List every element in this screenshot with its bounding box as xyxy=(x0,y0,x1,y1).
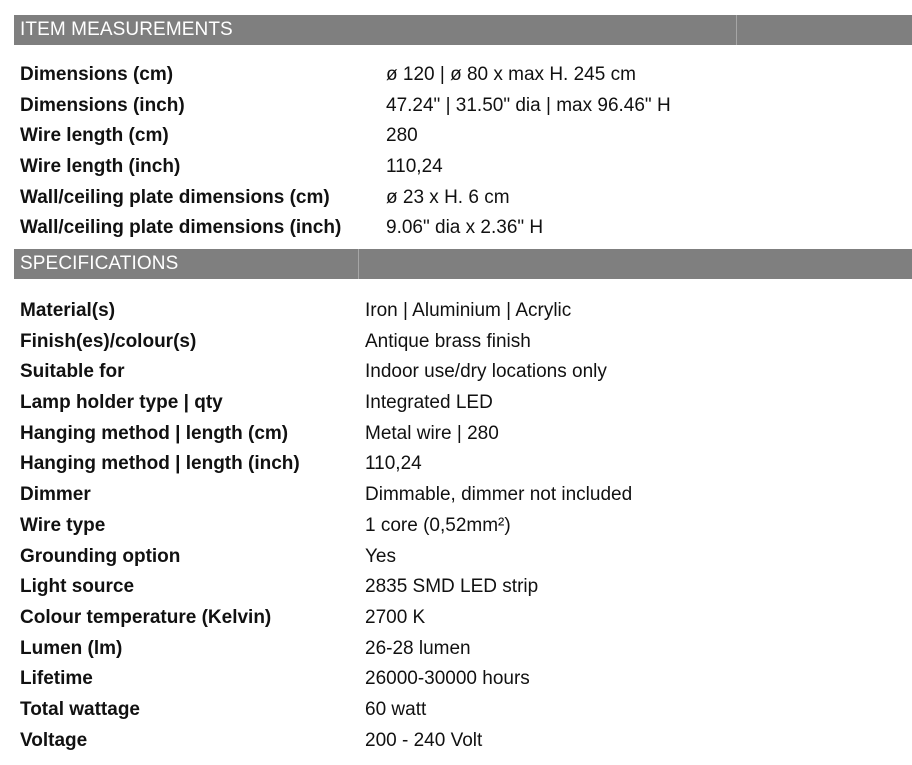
row-label: Colour temperature (Kelvin) xyxy=(20,606,272,628)
specifications-title: SPECIFICATIONS xyxy=(20,253,179,274)
row-value: Antique brass finish xyxy=(365,330,531,352)
row-value: Iron | Aluminium | Acrylic xyxy=(365,300,572,321)
header-divider xyxy=(736,15,737,45)
row-value: 110,24 xyxy=(386,156,443,178)
row-value: Dimmable, dimmer not included xyxy=(365,484,633,506)
row-value: Metal wire | 280 xyxy=(365,422,499,444)
row-label: Grounding option xyxy=(20,545,181,567)
row-label: Lumen (lm) xyxy=(20,637,123,659)
item-measurements-header xyxy=(14,15,912,45)
row-value: 200 - 240 Volt xyxy=(365,729,483,751)
header-divider xyxy=(358,249,359,279)
row-label: Suitable for xyxy=(20,361,125,383)
row-value: 2700 K xyxy=(365,606,426,628)
row-value: 1 core (0,52mm²) xyxy=(365,514,511,536)
row-value: 60 watt xyxy=(365,698,427,720)
row-value: 26-28 lumen xyxy=(365,637,471,659)
row-label: Material(s) xyxy=(20,300,116,321)
row-label: Lifetime xyxy=(20,668,93,690)
row-label: Wire length (cm) xyxy=(20,125,169,147)
row-value: Indoor use/dry locations only xyxy=(365,361,607,383)
row-label: Wire length (inch) xyxy=(20,156,181,178)
row-label: Dimensions (cm) xyxy=(20,64,174,85)
row-label: Wall/ceiling plate dimensions (inch) xyxy=(20,217,342,239)
row-value: ø 120 | ø 80 x max H. 245 cm xyxy=(386,64,636,85)
row-label: Hanging method | length (cm) xyxy=(20,422,289,444)
row-label: Finish(es)/colour(s) xyxy=(20,330,197,352)
row-value: Integrated LED xyxy=(365,392,493,414)
row-label: Wall/ceiling plate dimensions (cm) xyxy=(20,186,330,208)
row-label: Voltage xyxy=(20,729,88,751)
row-value: 26000-30000 hours xyxy=(365,668,530,690)
row-value: 280 xyxy=(386,125,418,147)
item-measurements-title: ITEM MEASUREMENTS xyxy=(20,19,233,40)
row-label: Wire type xyxy=(20,514,106,536)
row-label: Lamp holder type | qty xyxy=(20,392,223,414)
row-label: Light source xyxy=(20,576,135,598)
row-label: Hanging method | length (inch) xyxy=(20,453,300,475)
row-label: Total wattage xyxy=(20,698,140,720)
row-value: 110,24 xyxy=(365,453,422,475)
row-value: ø 23 x H. 6 cm xyxy=(386,186,510,208)
row-value: 9.06" dia x 2.36" H xyxy=(386,217,544,239)
specifications-header xyxy=(14,249,912,279)
row-value: Yes xyxy=(365,545,396,567)
row-value: 47.24" | 31.50" dia | max 96.46" H xyxy=(386,94,671,116)
row-value: 2835 SMD LED strip xyxy=(365,576,539,598)
row-label: Dimensions (inch) xyxy=(20,94,185,116)
row-label: Dimmer xyxy=(20,484,91,506)
